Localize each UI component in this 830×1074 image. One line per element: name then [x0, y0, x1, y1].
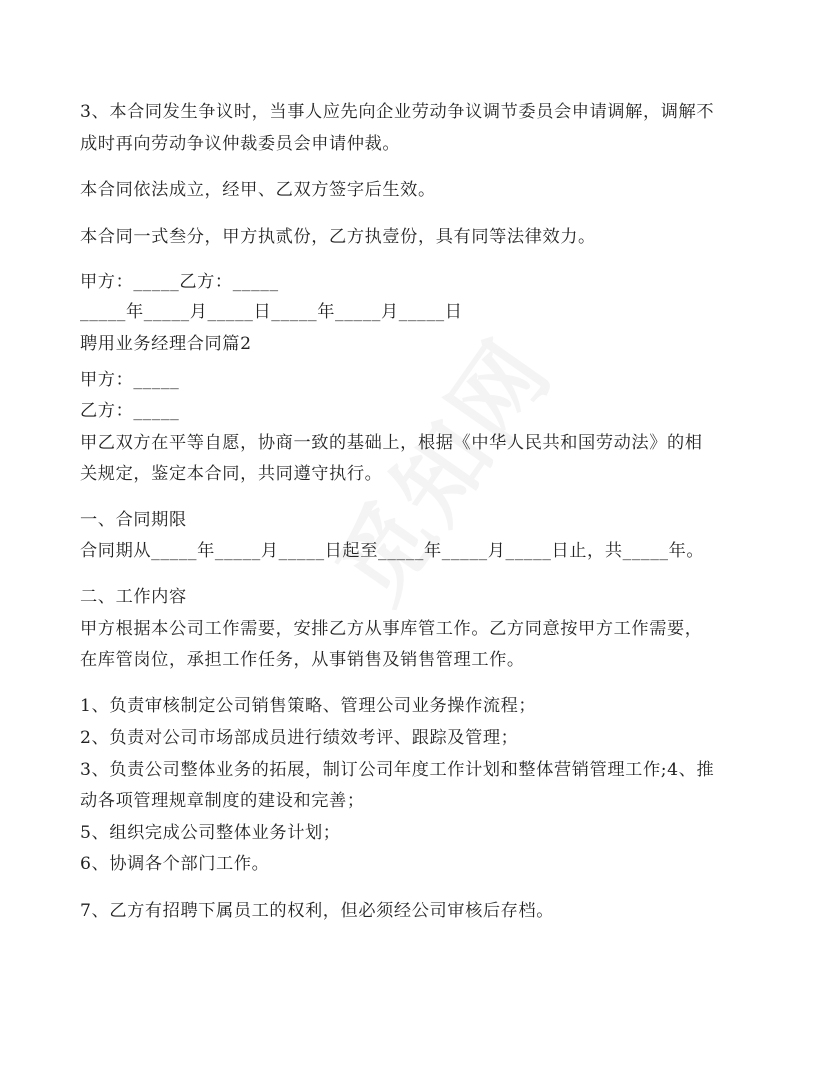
- list-item: 6、协调各个部门工作。: [80, 854, 270, 874]
- party-a-line: 甲方：_____: [80, 370, 180, 390]
- paragraph-line: 3、本合同发生争议时，当事人应先向企业劳动争议调节委员会申请调解，调解不: [80, 102, 715, 122]
- paragraph-line: 本合同一式叁分，甲方执贰份，乙方执壹份，具有同等法律效力。: [80, 227, 596, 247]
- section-title: 聘用业务经理合同篇2: [80, 334, 252, 354]
- paragraph-line: 成时再向劳动争议仲裁委员会申请仲裁。: [80, 134, 401, 154]
- signature-line: 甲方：_____乙方：_____: [80, 272, 279, 292]
- list-item: 动各项管理规章制度的建设和完善；: [80, 791, 365, 811]
- list-item: 2、负责对公司市场部成员进行绩效考评、跟踪及管理；: [80, 728, 519, 748]
- heading-contract-term: 一、合同期限: [80, 510, 187, 530]
- date-line: _____年_____月_____日_____年_____月_____日: [80, 302, 463, 322]
- paragraph-line: 关规定，鉴定本合同，共同遵守执行。: [80, 464, 383, 484]
- paragraph-line: 在库管岗位，承担工作任务，从事销售及销售管理工作。: [80, 650, 525, 670]
- paragraph-line: 甲乙双方在平等自愿，协商一致的基础上，根据《中华人民共和国劳动法》的相: [80, 433, 703, 453]
- list-item: 7、乙方有招聘下属员工的权利，但必须经公司审核后存档。: [80, 901, 555, 921]
- heading-work-content: 二、工作内容: [80, 587, 187, 607]
- party-b-line: 乙方：_____: [80, 401, 180, 421]
- paragraph-line: 本合同依法成立，经甲、乙双方签字后生效。: [80, 180, 436, 200]
- list-item: 1、负责审核制定公司销售策略、管理公司业务操作流程；: [80, 696, 537, 716]
- list-item: 3、负责公司整体业务的拓展，制订公司年度工作计划和整体营销管理工作;4、推: [80, 760, 715, 780]
- paragraph-line: 甲方根据本公司工作需要，安排乙方从事库管工作。乙方同意按甲方工作需要，: [80, 619, 703, 639]
- paragraph-line: 合同期从_____年_____月_____日起至_____年_____月_____日止，共_____年。: [80, 541, 705, 561]
- list-item: 5、组织完成公司整体业务计划；: [80, 823, 341, 843]
